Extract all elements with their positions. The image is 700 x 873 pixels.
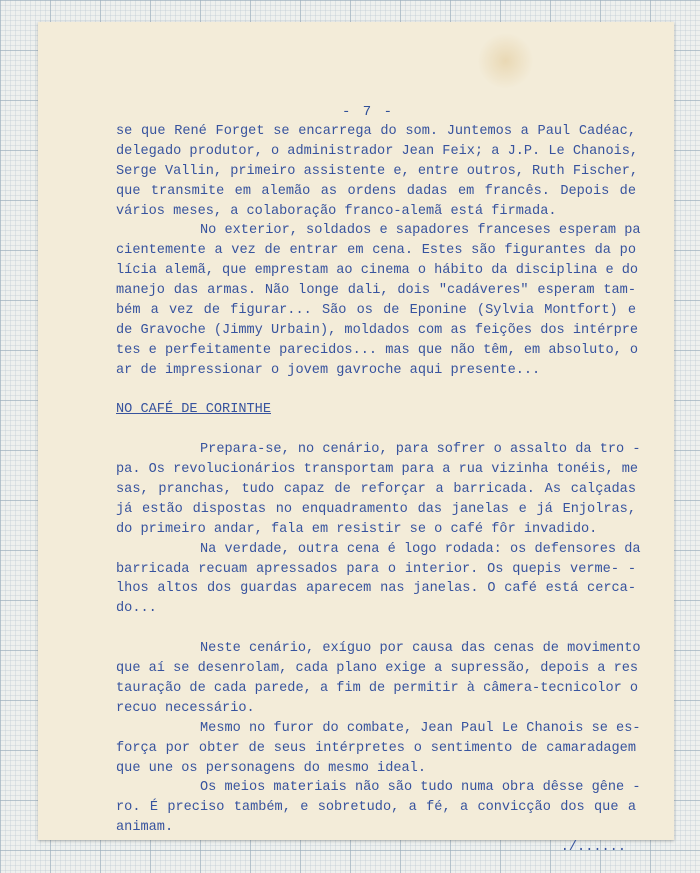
document-body (116, 122, 641, 858)
text-line: barricada recuam apressados para o interior. Os quepis verme- - (116, 561, 636, 577)
text-line: vários meses, a colaboração franco-alemã está firmada. (116, 203, 557, 219)
paragraph (116, 540, 641, 620)
text-line: tes e perfeitamente parecidos... mas que não têm, em absoluto, o (116, 342, 639, 358)
text-line: se que René Forget se encarrega do som. Juntemos a Paul Cadéac, (116, 124, 636, 139)
paragraph (116, 122, 639, 221)
text-line: pa. Os revolucionários transportam para a rua vizinha tonéis, me (116, 462, 639, 478)
text-line: do... (116, 601, 157, 617)
paragraph (116, 719, 641, 779)
text-line: do primeiro andar, fala em resistir se o café fôr invadido. (116, 521, 598, 537)
paragraph (116, 778, 641, 838)
text-line: Na verdade, outra cena é logo rodada: os defensores da (200, 541, 641, 557)
text-line: que une os personagens do mesmo ideal. (116, 760, 426, 776)
paragraph (116, 440, 641, 539)
paragraph (116, 639, 641, 719)
text-line: recuo necessário. (116, 700, 255, 716)
text-line: força por obter de seus intérpretes o sentimento de camaradagem (116, 740, 636, 756)
text-line: lhos altos dos guardas aparecem nas janelas. O café está cerca- (116, 581, 636, 597)
blank-line (116, 381, 636, 401)
text-line: No exterior, soldados e sapadores franceses esperam pa (200, 223, 641, 239)
text-line: tauração de cada parede, a fim de permitir à câmera-tecnicolor o (116, 680, 639, 696)
text-line: cientemente a vez de entrar em cena. Estes são figurantes da po (116, 243, 636, 259)
text-line: que aí se desenrolam, cada plano exige a supressão, depois a res (116, 661, 639, 677)
paper-stain (478, 32, 533, 90)
section-heading: NO CAFÉ DE CORINTHE (116, 402, 271, 418)
text-line: lícia alemã, que emprestam ao cinema o hábito da disciplina e do (116, 263, 639, 279)
text-line: manejo das armas. Não longe dali, dois "cadáveres" esperam tam- (116, 283, 636, 299)
text-line: ar de impressionar o jovem gavroche aqui presente... (116, 362, 541, 378)
text-line: Mesmo no furor do combate, Jean Paul Le Chanois se es- (200, 720, 641, 736)
text-line: bém a vez de figurar... São os de Eponine (Sylvia Montfort) e (116, 303, 636, 319)
page-number: - 7 - (342, 104, 395, 120)
text-line: sas, pranchas, tudo capaz de reforçar a barricada. As calçadas (116, 482, 636, 498)
text-line: ro. É preciso também, e sobretudo, a fé, a convicção dos que a (116, 800, 636, 816)
text-line: delegado produtor, o administrador Jean Feix; a J.P. Le Chanois, (116, 143, 639, 159)
text-line: Os meios materiais não são tudo numa obra dêsse gêne - (200, 780, 641, 796)
text-line: Serge Vallin, primeiro assistente e, entre outros, Ruth Fischer, (116, 163, 639, 179)
blank-line (116, 619, 636, 639)
text-line: já estão dispostas no enquadramento das janelas e já Enjolras, (116, 501, 636, 517)
blank-line (116, 420, 636, 440)
text-line: de Gravoche (Jimmy Urbain), moldados com as feições dos intérpre (116, 322, 639, 338)
text-line: animam. (116, 820, 174, 836)
continuation-mark: ./...... (560, 840, 626, 856)
text-line: que transmite em alemão as ordens dadas em francês. Depois de (116, 183, 636, 199)
text-line: Neste cenário, exíguo por causa das cenas de movimento (200, 641, 641, 657)
paragraph (116, 221, 641, 380)
text-line: Prepara-se, no cenário, para sofrer o assalto da tro - (200, 442, 641, 458)
